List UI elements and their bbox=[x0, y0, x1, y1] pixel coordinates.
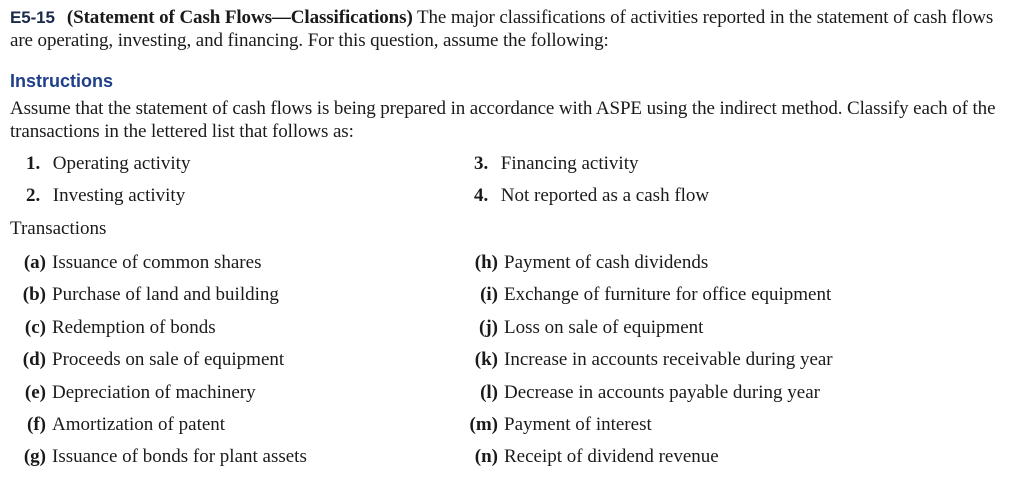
transaction-item bbox=[458, 344, 958, 376]
transaction-letter: (e) bbox=[24, 381, 46, 403]
transaction-text: Amortization of patent bbox=[52, 413, 226, 435]
activity-label: Investing activity bbox=[52, 185, 186, 206]
exercise-number: E5-15 bbox=[10, 8, 55, 27]
transaction-letter: (i) bbox=[480, 284, 498, 306]
transaction-letter: (m) bbox=[469, 413, 498, 435]
transaction-letter: (n) bbox=[474, 446, 498, 468]
transaction-item bbox=[10, 312, 458, 344]
transaction-item bbox=[10, 279, 458, 311]
transactions-heading: Transactions bbox=[10, 218, 107, 239]
transaction-item bbox=[10, 377, 458, 409]
transaction-item bbox=[10, 247, 458, 279]
transaction-text: Increase in accounts receivable during year bbox=[504, 349, 833, 371]
transaction-letter: (l) bbox=[480, 381, 498, 403]
activity-item bbox=[26, 180, 474, 212]
transaction-item bbox=[10, 344, 458, 376]
transaction-text: Payment of interest bbox=[504, 413, 652, 435]
transaction-text: Proceeds on sale of equipment bbox=[52, 349, 285, 371]
transaction-text: Payment of cash dividends bbox=[504, 252, 709, 273]
transaction-item bbox=[458, 441, 958, 473]
exercise-heading bbox=[10, 6, 1014, 52]
transaction-text: Decrease in accounts payable during year bbox=[504, 381, 820, 403]
activity-number: 1. bbox=[26, 153, 41, 174]
transaction-list bbox=[10, 247, 1014, 474]
instructions-label: Instructions bbox=[10, 71, 114, 91]
transaction-text: Redemption of bonds bbox=[52, 316, 216, 338]
transaction-text: Receipt of dividend revenue bbox=[504, 446, 719, 468]
transaction-item bbox=[458, 409, 958, 441]
activity-item bbox=[26, 148, 474, 180]
transaction-column-right bbox=[458, 247, 958, 474]
transaction-letter: (b) bbox=[22, 284, 46, 306]
activity-number: 4. bbox=[474, 185, 489, 206]
transaction-letter: (a) bbox=[23, 252, 46, 273]
transaction-item bbox=[458, 279, 958, 311]
activity-label: Financing activity bbox=[500, 153, 639, 174]
activity-label: Not reported as a cash flow bbox=[500, 185, 710, 206]
transaction-text: Depreciation of machinery bbox=[52, 381, 256, 403]
transaction-letter: (g) bbox=[23, 446, 46, 468]
activity-list bbox=[10, 148, 1014, 212]
transaction-letter: (j) bbox=[479, 316, 498, 338]
activity-item bbox=[474, 148, 974, 180]
exercise-intro: The major classifications of activities reported in the statement of cash flows are operating, investing, and financing. For this question, assume the following: bbox=[10, 7, 994, 51]
transaction-letter: (c) bbox=[24, 316, 46, 338]
transaction-letter: (d) bbox=[22, 349, 46, 371]
activity-number: 2. bbox=[26, 185, 41, 206]
instructions-text: Assume that the statement of cash flows is being prepared in accordance with ASPE using the indirect method. Classify each of the transactions in the lettered list that follows as: bbox=[10, 98, 996, 142]
transaction-column-left bbox=[10, 247, 458, 474]
activity-item bbox=[474, 180, 974, 212]
activity-number: 3. bbox=[474, 153, 489, 174]
activity-label: Operating activity bbox=[52, 153, 191, 174]
transaction-letter: (f) bbox=[27, 413, 46, 435]
exercise-title: (Statement of Cash Flows—Classifications) bbox=[66, 7, 413, 28]
transaction-item bbox=[458, 377, 958, 409]
exercise-page bbox=[10, 6, 1014, 474]
transaction-text: Issuance of bonds for plant assets bbox=[52, 446, 307, 468]
transaction-letter: (h) bbox=[474, 252, 498, 273]
transaction-item bbox=[458, 247, 958, 279]
transaction-item bbox=[10, 441, 458, 473]
transaction-item bbox=[458, 312, 958, 344]
transaction-text: Exchange of furniture for office equipment bbox=[504, 284, 832, 306]
transaction-text: Issuance of common shares bbox=[52, 252, 262, 273]
transaction-letter: (k) bbox=[474, 349, 498, 371]
transaction-item bbox=[10, 409, 458, 441]
transaction-text: Loss on sale of equipment bbox=[504, 316, 704, 338]
transaction-text: Purchase of land and building bbox=[52, 284, 279, 306]
